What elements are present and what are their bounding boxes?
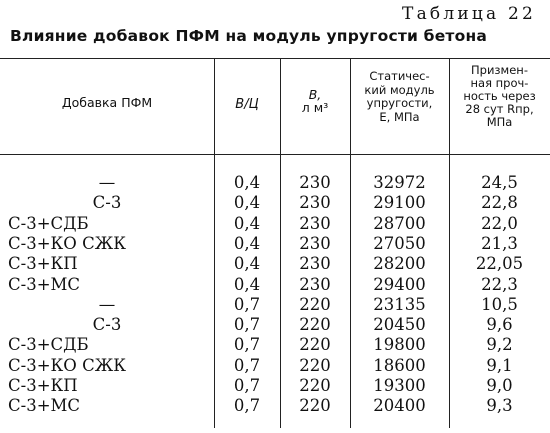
cell-elastic-modulus: 28200 (373, 254, 426, 274)
table-row (0, 335, 550, 355)
cell-additive: С-3+СДБ (8, 335, 89, 355)
table-row (0, 214, 550, 234)
header-line: В/Ц (235, 97, 259, 112)
cell-water-cement-ratio: 0,7 (233, 315, 261, 335)
cell-additive: С-3+КП (8, 254, 78, 274)
cell-prism-strength: 9,3 (486, 396, 513, 416)
cell-elastic-modulus: 18600 (373, 355, 426, 375)
table-row (0, 275, 550, 295)
cell-elastic-modulus: 32972 (373, 173, 426, 192)
cell-elastic-modulus: 19800 (373, 335, 426, 355)
cell-prism-strength: 22,0 (481, 213, 518, 233)
cell-water-cement-ratio: 0,4 (233, 254, 261, 274)
table-row (0, 396, 550, 416)
cell-prism-strength: 9,0 (486, 376, 513, 395)
header-line: кий модуль (364, 82, 435, 97)
cell-elastic-modulus: 29100 (373, 193, 426, 213)
cell-prism-strength: 21,3 (481, 233, 518, 253)
table-row (0, 254, 550, 274)
cell-water-content: 220 (299, 315, 331, 335)
cell-water-content: 220 (299, 355, 331, 375)
cell-water-content: 230 (299, 193, 331, 213)
header-water-content (280, 88, 350, 114)
cell-additive: С-3+КО СЖК (8, 355, 126, 375)
cell-water-content: 230 (299, 233, 331, 253)
header-line: МПа (486, 115, 513, 129)
cell-additive: С-3+КО СЖК (8, 233, 126, 253)
cell-water-cement-ratio: 0,7 (233, 376, 261, 395)
cell-water-cement-ratio: 0,4 (233, 193, 261, 213)
cell-prism-strength: 22,8 (481, 193, 518, 213)
cell-elastic-modulus: 27050 (373, 233, 426, 253)
cell-additive: — (98, 294, 116, 314)
cell-elastic-modulus: 29400 (373, 274, 426, 294)
cell-additive: С-3 (92, 315, 122, 335)
header-line: ность через (463, 89, 536, 103)
cell-prism-strength: 9,1 (486, 355, 513, 375)
header-line: В, (308, 87, 322, 102)
cell-water-content: 220 (299, 396, 331, 416)
cell-additive: — (98, 173, 116, 192)
cell-elastic-modulus: 28700 (373, 213, 426, 233)
table-row (0, 315, 550, 335)
table-title: Влияние добавок ПФМ на модуль упругости бетона (10, 27, 488, 45)
header-line: л м³ (301, 100, 329, 115)
cell-elastic-modulus: 19300 (373, 376, 426, 395)
cell-water-content: 230 (299, 213, 331, 233)
cell-prism-strength: 22,05 (475, 254, 524, 274)
cell-water-cement-ratio: 0,4 (233, 173, 261, 192)
cell-water-cement-ratio: 0,4 (233, 274, 261, 294)
cell-prism-strength: 9,6 (486, 315, 513, 335)
cell-water-cement-ratio: 0,7 (233, 396, 261, 416)
cell-water-cement-ratio: 0,4 (233, 213, 261, 233)
table-row (0, 356, 550, 376)
header-line: ная проч- (470, 76, 529, 90)
cell-elastic-modulus: 20400 (373, 396, 426, 416)
header-bottom-rule (0, 154, 550, 155)
header-elastic-modulus (350, 70, 449, 124)
cell-elastic-modulus: 20450 (373, 315, 426, 335)
cell-additive: С-3+КП (8, 376, 78, 395)
cell-water-cement-ratio: 0,7 (233, 294, 261, 314)
header-line: Призмен- (471, 63, 528, 77)
cell-additive: С-3+МС (8, 274, 81, 294)
cell-prism-strength: 10,5 (481, 294, 518, 314)
cell-water-content: 220 (299, 376, 331, 395)
cell-water-content: 230 (299, 254, 331, 274)
cell-additive: С-3+СДБ (8, 213, 89, 233)
table-row (0, 173, 550, 193)
cell-water-content: 220 (299, 335, 331, 355)
header-prism-strength (449, 64, 550, 129)
header-additive (0, 96, 214, 109)
cell-water-content: 230 (299, 274, 331, 294)
header-line: E, МПа (379, 109, 420, 124)
header-line: упругости, (366, 96, 433, 110)
cell-water-content: 220 (299, 294, 331, 314)
table-number: Таблица 22 (402, 4, 536, 24)
cell-prism-strength: 22,3 (481, 274, 518, 294)
table-row (0, 234, 550, 254)
table-row (0, 193, 550, 213)
header-line: Статичес- (369, 69, 430, 83)
table-row (0, 295, 550, 315)
header-water-cement-ratio (214, 98, 280, 111)
header-top-rule (0, 58, 550, 59)
header-line: 28 сут Rпр, (465, 102, 534, 116)
header-line: Добавка ПФМ (61, 95, 153, 110)
cell-water-cement-ratio: 0,7 (233, 335, 261, 355)
cell-elastic-modulus: 23135 (373, 294, 426, 314)
cell-water-cement-ratio: 0,7 (233, 355, 261, 375)
cell-prism-strength: 9,2 (486, 335, 513, 355)
cell-additive: С-3+МС (8, 396, 81, 416)
cell-additive: С-3 (92, 193, 122, 213)
cell-prism-strength: 24,5 (481, 173, 518, 192)
cell-water-cement-ratio: 0,4 (233, 233, 261, 253)
cell-water-content: 230 (299, 173, 331, 192)
table-row (0, 376, 550, 396)
